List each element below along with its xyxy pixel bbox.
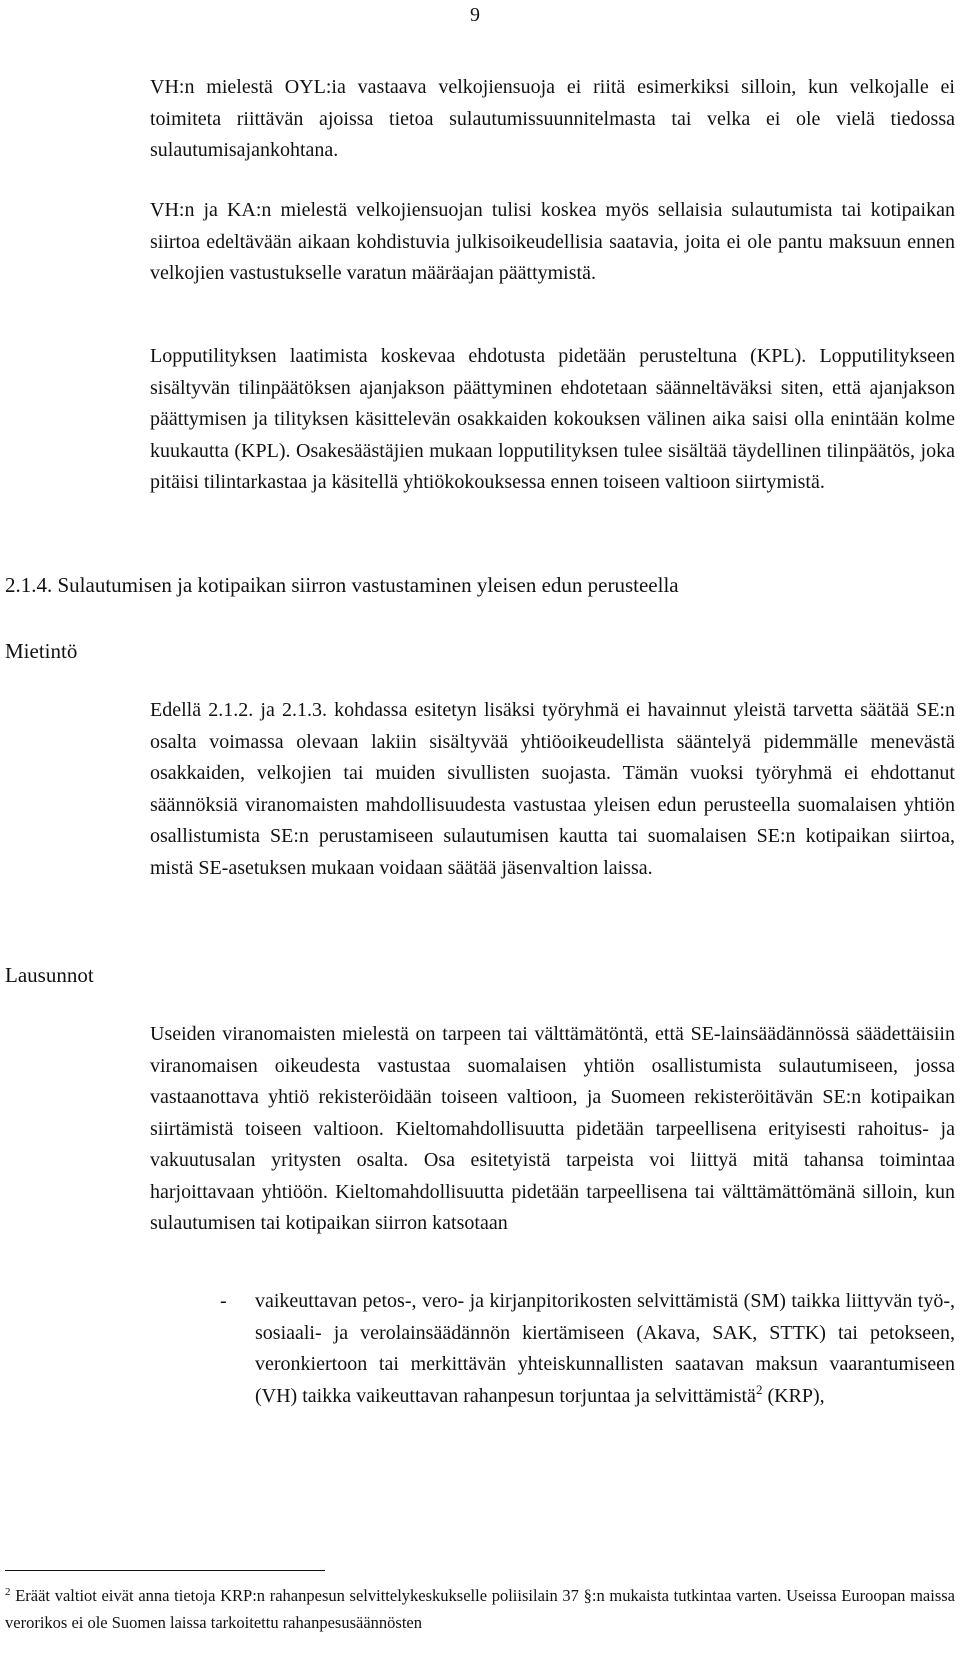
list-item: [220, 1286, 955, 1412]
dash-bullet: -: [220, 1290, 227, 1312]
section-number: 2.1.4.: [5, 573, 53, 597]
footnote-mark: 2: [5, 1586, 11, 1598]
section-title: Sulautumisen ja kotipaikan siirron vastustaminen yleisen edun perusteella: [57, 573, 679, 597]
paragraph-authorities-opposition: Useiden viranomaisten mielestä on tarpeen tai välttämätöntä, että SE-lainsäädännössä säädettäisiin viranomaisen oikeudesta vastustaa suomalaisen yhtiön osallistumista sulautumiseen, jossa vastaanottava yhtiö rekisteröidään toiseen valtioon, ja Suomeen rekisteröitävän SE:n kotipaikan siirtämistä toiseen valtioon. Kieltomahdollisuutta pidetään tarpeellisena erityisesti rahoitus- ja vakuutusalan yritysten osalta. Osa esitetyistä tarpeista voi liittyä mitä tahansa toimintaa harjoittavaan yhtiöön. Kieltomahdollisuutta pidetään tarpeellisena tai välttämättömänä silloin, kun sulautumisen tai kotipaikan siirron katsotaan: [150, 1023, 955, 1234]
page-number: 9: [470, 4, 480, 26]
list-item-tail: (KRP),: [767, 1384, 825, 1407]
side-label-lausunnot: Lausunnot: [5, 963, 94, 987]
paragraph-vh-creditor-protection: VH:n mielestä OYL:ia vastaava velkojiensuoja ei riitä esimerkiksi silloin, kun velkojalle ei toimiteta riittävän ajoissa tietoa sulautumissuunnitelmasta tai velka ei ole vielä tiedossa sulautumisajankohtana.: [150, 76, 955, 161]
footnote-reference: 2: [755, 1381, 763, 1397]
section-heading: [5, 570, 679, 602]
side-label-mietinto: Mietintö: [5, 639, 78, 663]
footnote: [5, 1582, 955, 1636]
paragraph-public-law-receivables: VH:n ja KA:n mielestä velkojiensuojan tulisi koskea myös sellaisia sulautumista tai kotipaikan siirtoa edeltävään aikaan kohdistuvia julkisoikeudellisia saatavia, joita ei ole pantu maksuun ennen velkojien vastustukselle varatun määräajan päättymistä.: [150, 199, 955, 284]
paragraph-final-accounts: Lopputilityksen laatimista koskevaa ehdotusta pidetään perusteltuna (KPL). Lopputilitykseen sisältyvän tilinpäätöksen ajanjakson päättyminen ehdotetaan säänneltäväksi siten, että ajanjakson päättymisen ja tilityksen käsittelevän osakkaiden kokouksen välinen aika saisi olla enintään kolme kuukautta (KPL). Osakesäästäjien mukaan lopputilityksen tulee sisältää täydellinen tilinpäätös, joka pitäisi tilintarkastaa ja käsitellä yhtiökokouksessa ennen toiseen valtioon siirtymistä.: [150, 345, 955, 493]
list-item-text: vaikeuttavan petos-, vero- ja kirjanpitorikosten selvittämistä (SM) taikka liittyvän työ-, sosiaali- ja verolainsäädännön kiertämiseen (Akava, SAK, STTK) tai petokseen, veronkiertoon tai merkittävän yhteiskunnallisten saatavan maksun vaarantumiseen (VH) taikka vaikeuttavan rahanpesun torjuntaa ja selvittämistä: [255, 1290, 955, 1407]
dash-list: [220, 1286, 955, 1412]
footnote-text: Eräät valtiot eivät anna tietoja KRP:n rahanpesun selvittelykeskukselle poliisilain 37 §:n mukaista tutkintaa varten. Useissa Euroopan maissa verorikos ei ole Suomen laissa tarkoitettu rahanpesusäännösten: [5, 1586, 956, 1632]
footnote-divider: [5, 1570, 325, 1571]
paragraph-working-group: Edellä 2.1.2. ja 2.1.3. kohdassa esitetyn lisäksi työryhmä ei havainnut yleistä tarvetta säätää SE:n osalta voimassa olevaan lakiin sisältyvää yhtiöoikeudellista sääntelyä pidemmälle menevästä osakkaiden, velkojien tai muiden sivullisten suojasta. Tämän vuoksi työryhmä ei ehdottanut säännöksiä viranomaisten mahdollisuudesta vastustaa yleisen edun perusteella suomalaisen yhtiön osallistumista SE:n perustamiseen sulautumisen kautta tai suomalaisen SE:n kotipaikan siirtoa, mistä SE-asetuksen mukaan voidaan säätää jäsenvaltion laissa.: [150, 699, 955, 879]
